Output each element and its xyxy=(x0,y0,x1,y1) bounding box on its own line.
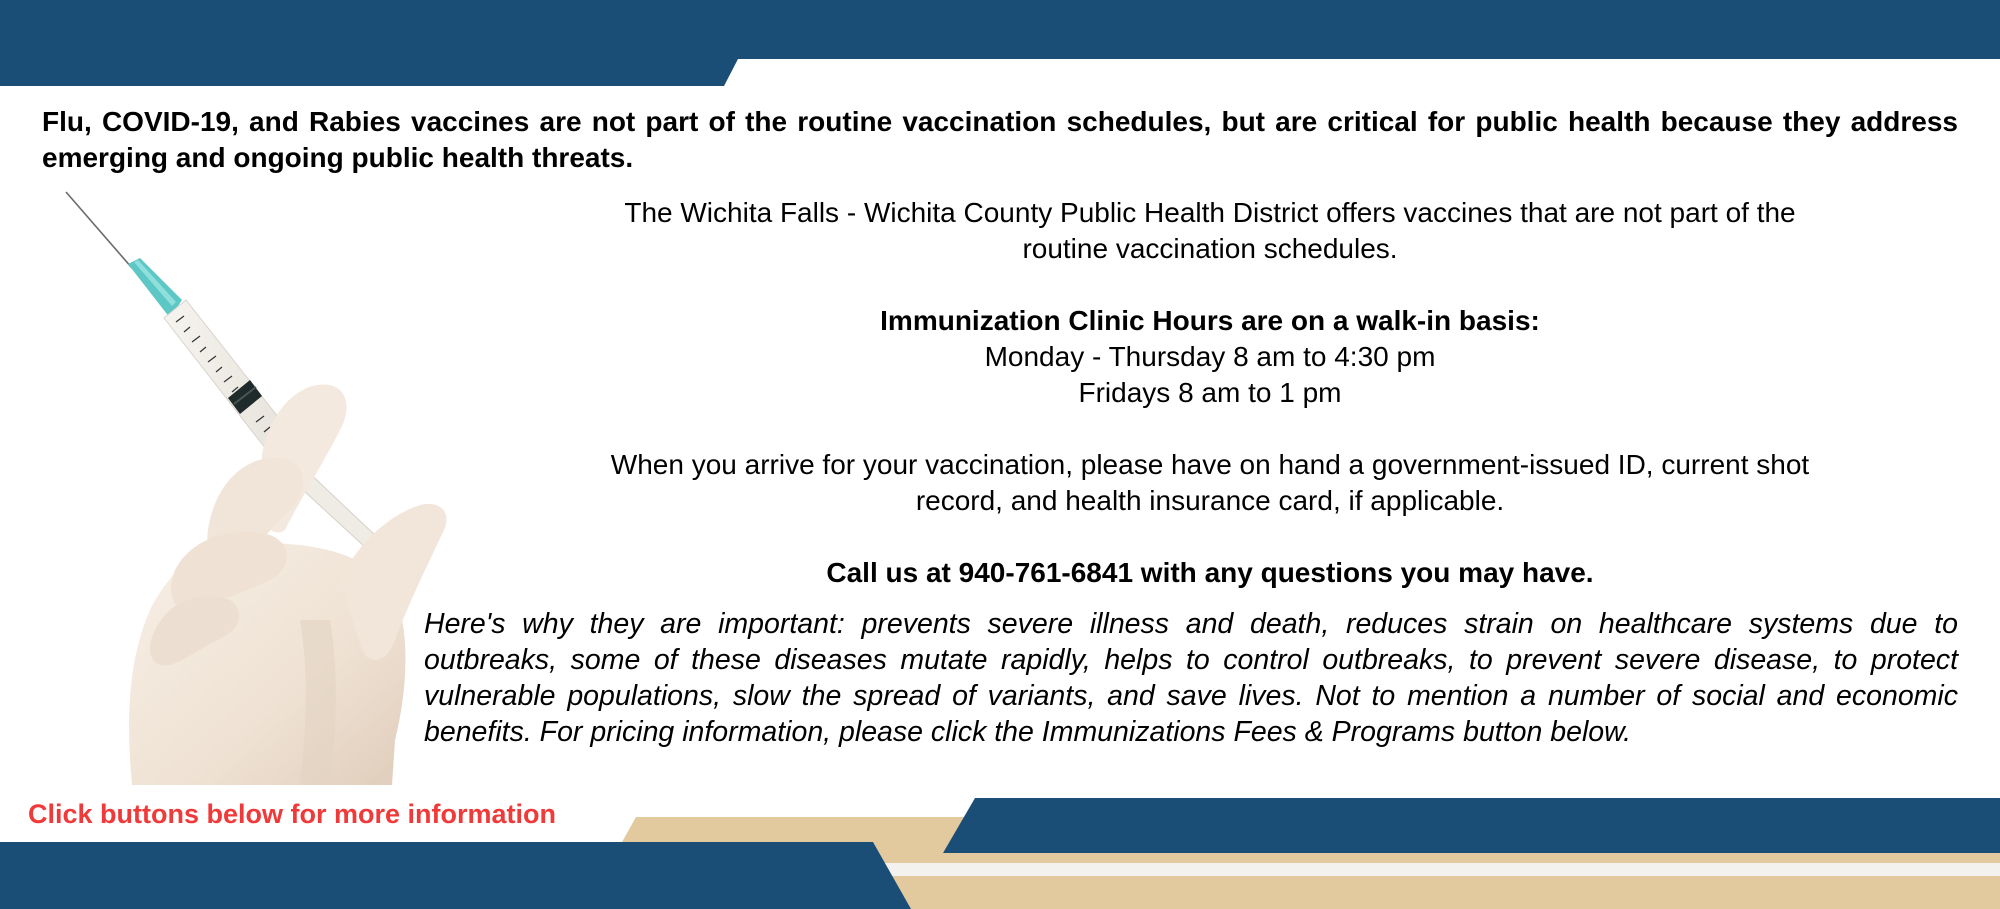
clinic-hours-title: Immunization Clinic Hours are on a walk-in basis: xyxy=(880,305,1540,336)
clinic-hours-friday: Fridays 8 am to 1 pm xyxy=(1078,377,1342,408)
intro-line-1: The Wichita Falls - Wichita County Public Health District offers vaccines that are not part of the xyxy=(624,197,1796,228)
intro-line-2: routine vaccination schedules. xyxy=(1022,233,1398,264)
bottom-light-strip xyxy=(880,863,2000,876)
gloved-hand-icon xyxy=(129,384,446,785)
syringe-hand-image xyxy=(50,185,460,790)
top-banner xyxy=(0,0,2000,86)
requirements-line-2: record, and health insurance card, if applicable. xyxy=(915,485,1505,516)
spacer xyxy=(480,411,1940,447)
bottom-right-navy-band xyxy=(943,798,2000,853)
importance-paragraph: Here's why they are important: prevents severe illness and death, reduces strain on healthcare systems due to outbreaks, some of these diseases mutate rapidly, helps to control outbreaks, to prevent severe disease, to protect vulnerable populations, slow the spread of variants, and save lives. Not to mention a number of social and economic benefits. For pricing information, please click the Immunizations Fees & Programs button below. xyxy=(424,608,1958,748)
spacer xyxy=(480,519,1940,555)
requirements-line-1: When you arrive for your vaccination, please have on hand a government-issued ID, current shot xyxy=(610,449,1810,480)
clinic-hours-weekday: Monday - Thursday 8 am to 4:30 pm xyxy=(984,341,1436,372)
info-block xyxy=(480,195,1940,591)
bottom-left-navy-band xyxy=(0,842,911,909)
call-to-action-text: Click buttons below for more information xyxy=(28,799,557,829)
spacer xyxy=(480,267,1940,303)
contact-phone-text: Call us at 940-761-6841 with any questions you may have. xyxy=(826,557,1594,588)
page-heading: Flu, COVID-19, and Rabies vaccines are not part of the routine vaccination schedules, but are critical for public health because they address emerging and ongoing public health threats. xyxy=(42,106,1958,173)
